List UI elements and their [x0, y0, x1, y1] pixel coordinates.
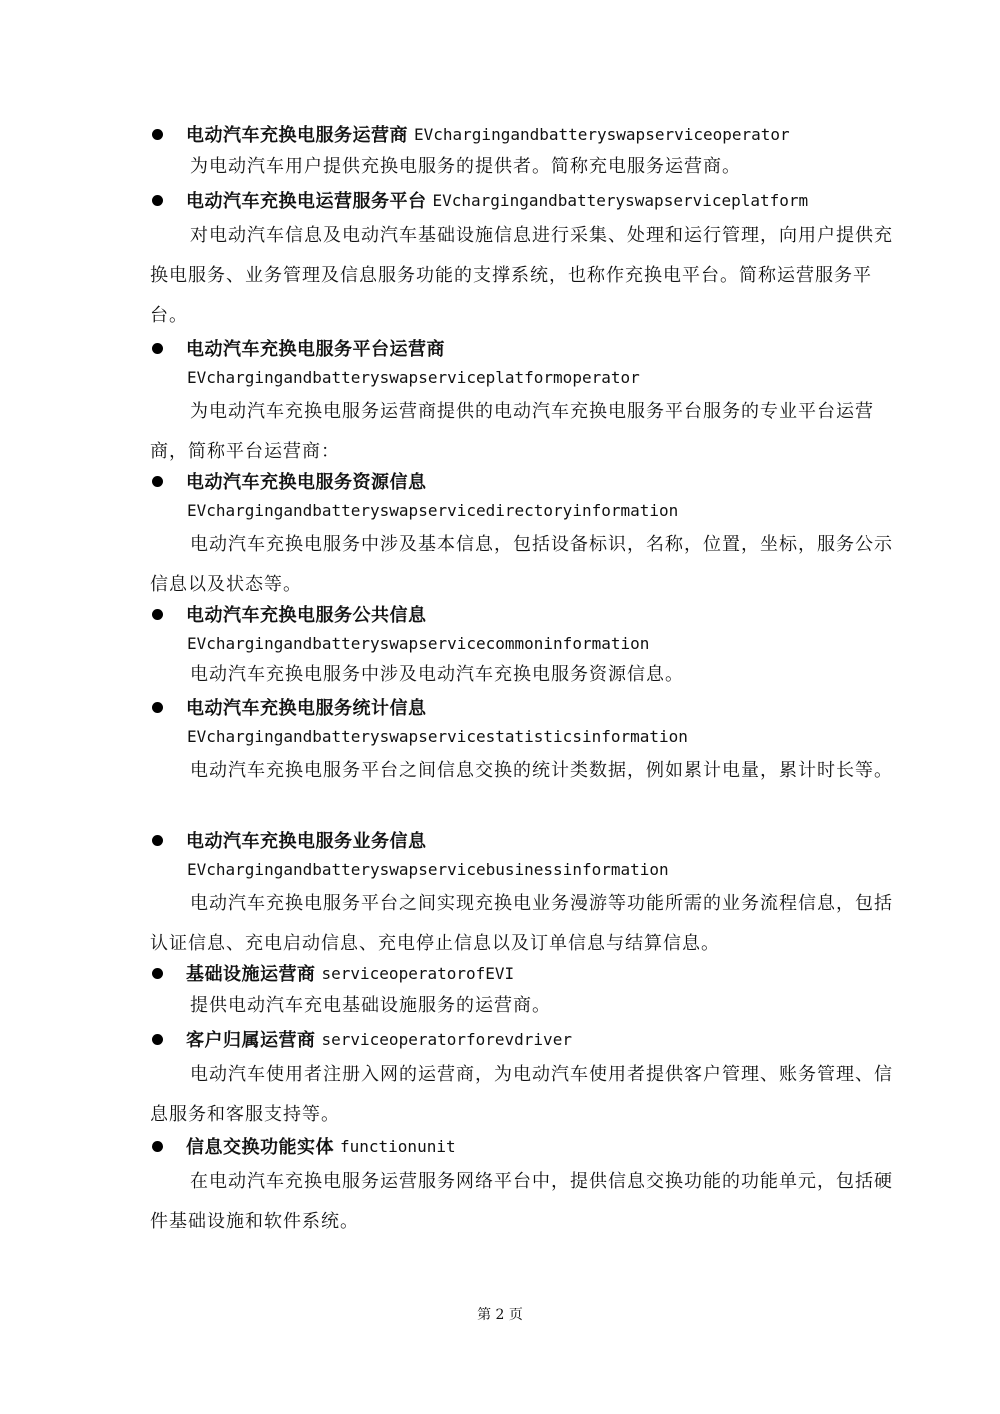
bullet-icon	[152, 702, 163, 713]
term-english: functionunit	[340, 1136, 456, 1156]
term-entry	[150, 957, 900, 1023]
term-definition: 为电动汽车充换电服务运营商提供的电动汽车充换电服务平台服务的专业平台运营商，简称平台运营商：	[150, 401, 874, 462]
bullet-icon	[152, 835, 163, 846]
bullet-icon	[152, 129, 163, 140]
term-english: EVchargingandbatteryswapservicedirectoryinformation	[187, 501, 679, 520]
term-chinese: 信息交换功能实体	[186, 1137, 334, 1158]
term-definition: 电动汽车充换电服务平台之间实现充换电业务漫游等功能所需的业务流程信息，包括认证信息、充电启动信息、充电停止信息以及订单信息与结算信息。	[150, 893, 893, 954]
term-heading	[150, 691, 900, 723]
term-heading	[150, 184, 900, 216]
bullet-icon	[152, 609, 163, 620]
term-heading	[150, 465, 900, 497]
term-chinese: 客户归属运营商	[186, 1030, 316, 1051]
term-english: EVchargingandbatteryswapservicestatisticsinformation	[187, 727, 688, 746]
bullet-icon	[152, 1141, 163, 1152]
term-entry	[150, 598, 900, 692]
term-entry	[150, 1130, 900, 1242]
term-heading	[150, 118, 900, 150]
term-english: serviceoperatorofEVI	[321, 963, 515, 983]
term-definition: 电动汽车充换电服务平台之间信息交换的统计类数据，例如累计电量，累计时长等。	[190, 760, 893, 781]
term-chinese: 电动汽车充换电服务平台运营商	[186, 339, 445, 360]
term-entry	[150, 1023, 900, 1135]
term-entry	[150, 824, 900, 964]
term-entry	[150, 184, 900, 336]
term-heading	[150, 957, 900, 989]
bullet-icon	[152, 968, 163, 979]
term-entry	[150, 691, 900, 791]
term-definition: 在电动汽车充换电服务运营服务网络平台中，提供信息交换功能的功能单元，包括硬件基础设施和软件系统。	[150, 1171, 893, 1232]
term-chinese: 电动汽车充换电服务业务信息	[186, 831, 427, 852]
term-heading	[150, 598, 900, 630]
bullet-icon	[152, 476, 163, 487]
term-chinese: 电动汽车充换电服务公共信息	[186, 605, 427, 626]
term-english: EVchargingandbatteryswapservicebusinessinformation	[187, 860, 669, 879]
term-heading	[150, 824, 900, 856]
term-english: serviceoperatorforevdriver	[321, 1029, 572, 1049]
term-definition: 电动汽车充换电服务中涉及基本信息，包括设备标识，名称，位置，坐标，服务公示信息以及状态等。	[150, 534, 893, 595]
bullet-icon	[152, 343, 163, 354]
page-number: 第 2 页	[477, 1307, 523, 1323]
term-definition: 电动汽车使用者注册入网的运营商，为电动汽车使用者提供客户管理、账务管理、信息服务和客服支持等。	[150, 1064, 893, 1125]
term-chinese: 电动汽车充换电运营服务平台	[186, 191, 427, 212]
term-heading	[150, 1130, 900, 1162]
term-chinese: 电动汽车充换电服务运营商	[186, 125, 408, 146]
term-chinese: 基础设施运营商	[186, 964, 316, 985]
bullet-icon	[152, 195, 163, 206]
term-chinese: 电动汽车充换电服务统计信息	[186, 698, 427, 719]
term-definition: 对电动汽车信息及电动汽车基础设施信息进行采集、处理和运行管理，向用户提供充换电服务、业务管理及信息服务功能的支撑系统，也称作充换电平台。简称运营服务平台。	[150, 225, 893, 326]
term-english: EVchargingandbatteryswapservicecommoninformation	[187, 634, 650, 653]
term-entry	[150, 465, 900, 605]
term-heading	[150, 1023, 900, 1055]
term-english: EVchargingandbatteryswapserviceplatform	[432, 190, 809, 210]
term-definition: 电动汽车充换电服务中涉及电动汽车充换电服务资源信息。	[190, 664, 684, 685]
term-entry	[150, 118, 900, 184]
term-english: EVchargingandbatteryswapserviceplatformoperator	[187, 368, 640, 387]
term-entry	[150, 332, 900, 472]
term-heading	[150, 332, 900, 364]
term-definition: 为电动汽车用户提供充换电服务的提供者。简称充电服务运营商。	[190, 156, 741, 177]
term-chinese: 电动汽车充换电服务资源信息	[186, 472, 427, 493]
bullet-icon	[152, 1034, 163, 1045]
term-definition: 提供电动汽车充电基础设施服务的运营商。	[190, 995, 551, 1016]
term-english: EVchargingandbatteryswapserviceoperator	[414, 124, 790, 144]
